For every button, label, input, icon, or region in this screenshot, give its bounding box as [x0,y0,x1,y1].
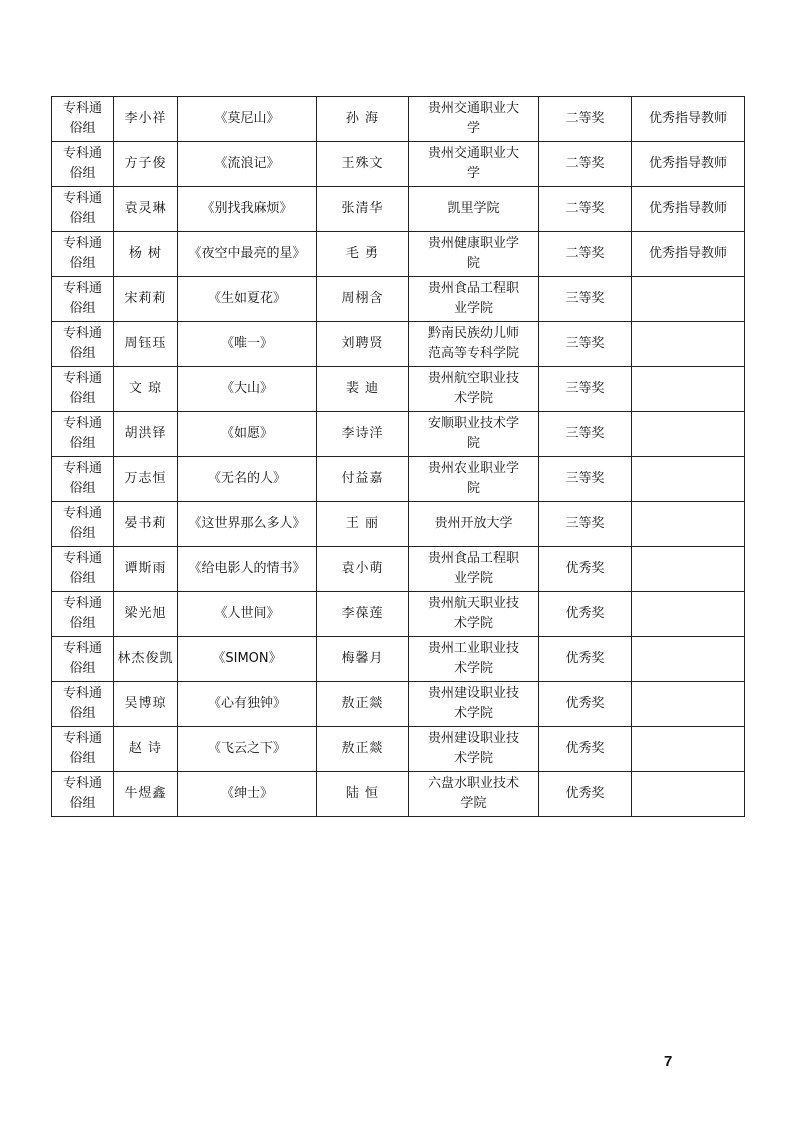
student-name-cell: 袁灵琳 [114,187,178,232]
school-cell: 贵州农业职业学院 [409,457,539,502]
school-cell: 贵州食品工程职业学院 [409,547,539,592]
song-title-cell: 《心有独钟》 [178,682,317,727]
school-cell: 贵州食品工程职业学院 [409,277,539,322]
teacher-award-cell: 优秀指导教师 [632,232,745,277]
song-title-cell: 《SIMON》 [178,637,317,682]
table-row [52,592,745,637]
group-cell: 专科通俗组 [52,322,114,367]
school-cell: 贵州航天职业技术学院 [409,592,539,637]
page-number: 7 [664,1053,673,1070]
school-cell: 贵州工业职业技术学院 [409,637,539,682]
song-title-cell: 《大山》 [178,367,317,412]
award-cell: 优秀奖 [539,682,632,727]
award-cell: 优秀奖 [539,727,632,772]
award-cell: 优秀奖 [539,637,632,682]
group-cell: 专科通俗组 [52,592,114,637]
teacher-name-cell: 袁小萌 [317,547,409,592]
table-row [52,637,745,682]
table-row [52,412,745,457]
teacher-award-cell: 优秀指导教师 [632,142,745,187]
student-name-cell: 李小祥 [114,97,178,142]
student-name-cell: 胡洪铎 [114,412,178,457]
award-cell: 优秀奖 [539,772,632,817]
award-cell: 三等奖 [539,457,632,502]
teacher-name-cell: 敖正燚 [317,727,409,772]
song-title-cell: 《莫尼山》 [178,97,317,142]
student-name-cell: 牛煜鑫 [114,772,178,817]
teacher-award-cell [632,727,745,772]
award-cell: 三等奖 [539,277,632,322]
song-title-cell: 《绅士》 [178,772,317,817]
award-cell: 二等奖 [539,97,632,142]
school-cell: 贵州建设职业技术学院 [409,727,539,772]
teacher-name-cell: 毛 勇 [317,232,409,277]
student-name-cell: 赵 诗 [114,727,178,772]
group-cell: 专科通俗组 [52,502,114,547]
student-name-cell: 杨 树 [114,232,178,277]
student-name-cell: 晏书莉 [114,502,178,547]
student-name-cell: 吴博琼 [114,682,178,727]
award-cell: 二等奖 [539,142,632,187]
student-name-cell: 梁光旭 [114,592,178,637]
group-cell: 专科通俗组 [52,142,114,187]
teacher-name-cell: 付益嘉 [317,457,409,502]
teacher-award-cell: 优秀指导教师 [632,97,745,142]
teacher-name-cell: 梅馨月 [317,637,409,682]
group-cell: 专科通俗组 [52,97,114,142]
school-cell: 黔南民族幼儿师范高等专科学院 [409,322,539,367]
group-cell: 专科通俗组 [52,547,114,592]
song-title-cell: 《生如夏花》 [178,277,317,322]
award-cell: 三等奖 [539,502,632,547]
song-title-cell: 《别找我麻烦》 [178,187,317,232]
school-cell: 贵州健康职业学院 [409,232,539,277]
group-cell: 专科通俗组 [52,727,114,772]
teacher-award-cell [632,772,745,817]
table-row [52,187,745,232]
table-row [52,457,745,502]
group-cell: 专科通俗组 [52,367,114,412]
song-title-cell: 《无名的人》 [178,457,317,502]
table-row [52,547,745,592]
school-cell: 贵州交通职业大学 [409,97,539,142]
table-row [52,232,745,277]
teacher-name-cell: 王 丽 [317,502,409,547]
student-name-cell: 文 琼 [114,367,178,412]
teacher-award-cell [632,502,745,547]
song-title-cell: 《这世界那么多人》 [178,502,317,547]
teacher-name-cell: 陆 恒 [317,772,409,817]
award-cell: 二等奖 [539,232,632,277]
table-row [52,322,745,367]
teacher-name-cell: 张清华 [317,187,409,232]
song-title-cell: 《人世间》 [178,592,317,637]
group-cell: 专科通俗组 [52,187,114,232]
award-cell: 二等奖 [539,187,632,232]
teacher-award-cell [632,367,745,412]
teacher-name-cell: 敖正燚 [317,682,409,727]
song-title-cell: 《如愿》 [178,412,317,457]
student-name-cell: 宋莉莉 [114,277,178,322]
song-title-cell: 《夜空中最亮的星》 [178,232,317,277]
award-cell: 三等奖 [539,367,632,412]
school-cell: 贵州开放大学 [409,502,539,547]
teacher-name-cell: 刘聘贤 [317,322,409,367]
teacher-award-cell [632,592,745,637]
group-cell: 专科通俗组 [52,232,114,277]
award-table [51,96,745,817]
teacher-name-cell: 李葆莲 [317,592,409,637]
teacher-name-cell: 王殊文 [317,142,409,187]
teacher-award-cell [632,322,745,367]
group-cell: 专科通俗组 [52,277,114,322]
teacher-name-cell: 孙 海 [317,97,409,142]
song-title-cell: 《流浪记》 [178,142,317,187]
teacher-award-cell [632,457,745,502]
group-cell: 专科通俗组 [52,457,114,502]
teacher-award-cell: 优秀指导教师 [632,187,745,232]
teacher-award-cell [632,637,745,682]
student-name-cell: 谭斯雨 [114,547,178,592]
group-cell: 专科通俗组 [52,412,114,457]
song-title-cell: 《唯一》 [178,322,317,367]
teacher-name-cell: 李诗洋 [317,412,409,457]
teacher-award-cell [632,277,745,322]
group-cell: 专科通俗组 [52,682,114,727]
table-row [52,277,745,322]
school-cell: 安顺职业技术学院 [409,412,539,457]
school-cell: 六盘水职业技术学院 [409,772,539,817]
table-row [52,97,745,142]
school-cell: 贵州航空职业技术学院 [409,367,539,412]
table-row [52,682,745,727]
song-title-cell: 《飞云之下》 [178,727,317,772]
teacher-name-cell: 周栩含 [317,277,409,322]
table-row [52,772,745,817]
school-cell: 凯里学院 [409,187,539,232]
school-cell: 贵州建设职业技术学院 [409,682,539,727]
teacher-name-cell: 裴 迪 [317,367,409,412]
table-row [52,142,745,187]
teacher-award-cell [632,682,745,727]
student-name-cell: 周钰珏 [114,322,178,367]
group-cell: 专科通俗组 [52,637,114,682]
group-cell: 专科通俗组 [52,772,114,817]
student-name-cell: 林杰俊凯 [114,637,178,682]
award-cell: 三等奖 [539,322,632,367]
student-name-cell: 方子俊 [114,142,178,187]
table-row [52,367,745,412]
table-row [52,502,745,547]
teacher-award-cell [632,412,745,457]
award-cell: 优秀奖 [539,592,632,637]
award-cell: 优秀奖 [539,547,632,592]
table-row [52,727,745,772]
award-cell: 三等奖 [539,412,632,457]
student-name-cell: 万志恒 [114,457,178,502]
song-title-cell: 《给电影人的情书》 [178,547,317,592]
school-cell: 贵州交通职业大学 [409,142,539,187]
teacher-award-cell [632,547,745,592]
